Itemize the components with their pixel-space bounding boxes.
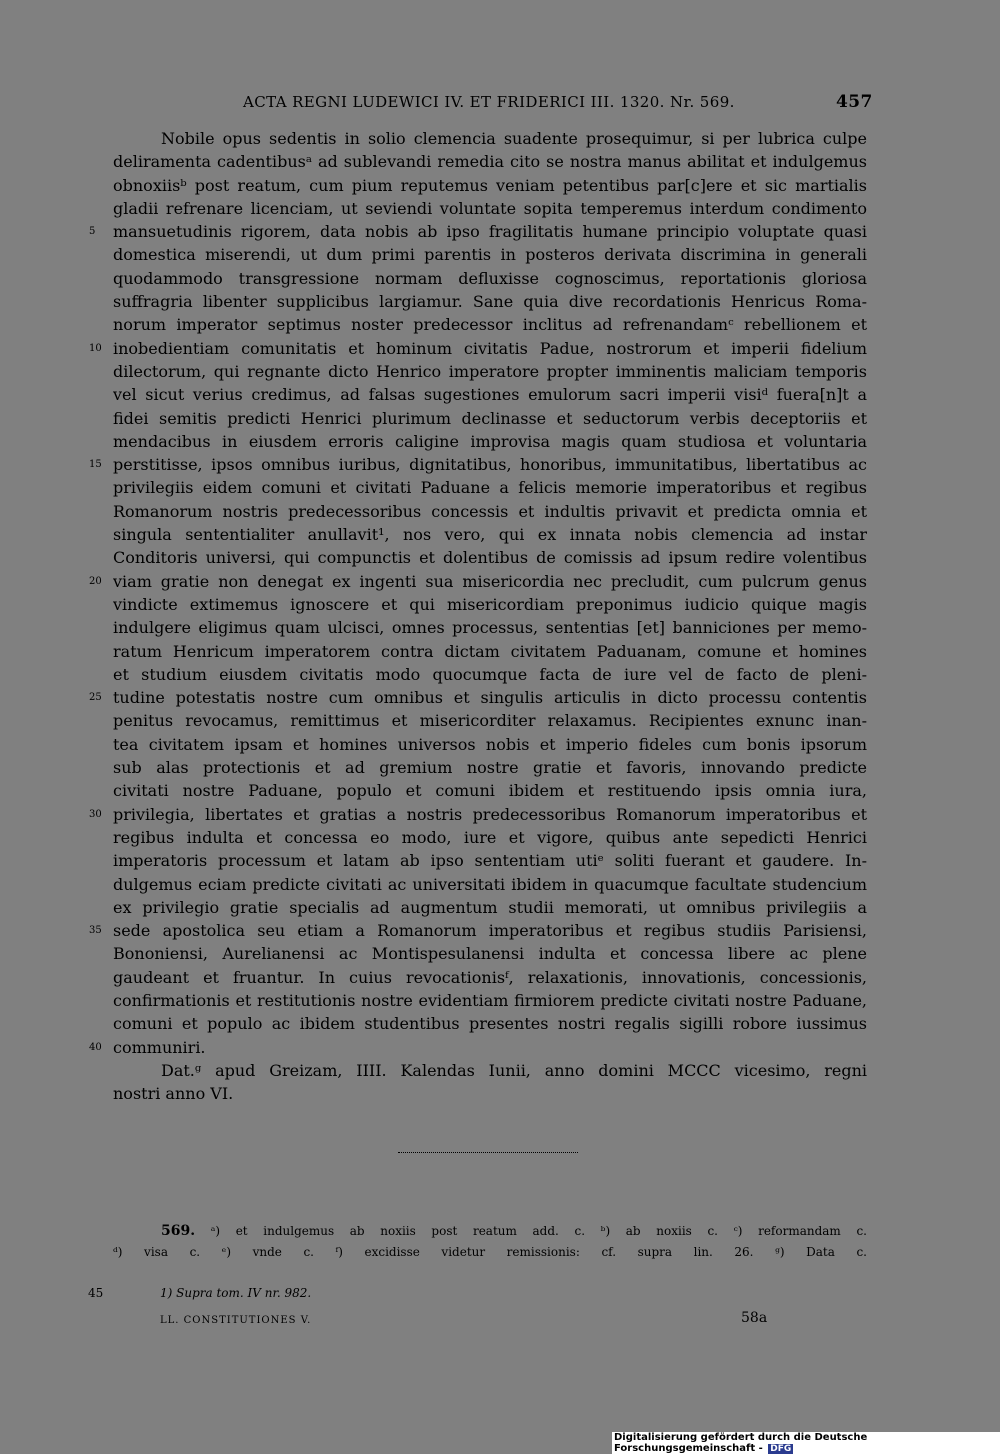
line-number: 25 [89, 692, 102, 704]
ref-line-number: 45 [88, 1286, 104, 1300]
text-line: suffragria libenter supplicibus largiamur. Sane quia dive recordationis Henricus Roma- [113, 292, 867, 312]
text-line: inobedientiam comunitatis et hominum civitatis Padue, nostrorum et imperii fidelium [113, 338, 867, 358]
text-line: penitus revocamus, remittimus et misericorditer relaxamus. Recipientes exnunc inan- [113, 711, 867, 731]
text-line: Bononiensi, Aurelianensi ac Montispesulanensi indulta et concessa libere ac plene [113, 944, 867, 964]
text-line: comuni et populo ac ibidem studentibus presentes nostri regalis sigilli robore iussimus [113, 1014, 867, 1034]
text-line: perstitisse, ipsos omnibus iuribus, dignitatibus, honoribus, immunitatibus, libertatibus ac [113, 455, 867, 475]
footnotes [113, 1221, 867, 1263]
text-line: deliramenta cadentibusᵃ ad sublevandi remedia cito se nostra manus abilitat et indulgemus [113, 152, 867, 172]
text-line: vindicte extimemus ignoscere et qui misericordiam preponimus iudicio quique magis [113, 594, 867, 614]
text-line: sede apostolica seu etiam a Romanorum imperatoribus et regibus studiis Parisiensi, [113, 921, 867, 941]
text-line: quodammodo transgressione normam defluxisse cognoscimus, reportationis gloriosa [113, 268, 867, 288]
credit-text: Digitalisierung gefördert durch die Deutsche Forschungsgemeinschaft - [614, 1432, 868, 1454]
text-line: indulgere eligimus quam ulcisci, omnes processus, sententias [et] banniciones per memo- [113, 618, 867, 638]
digitization-credit [612, 1432, 1000, 1454]
line-number: 10 [89, 342, 102, 354]
text-line: communiri. [113, 1037, 206, 1057]
footnote-line: ᵈ) visa c. ᵉ) vnde c. ᶠ) excidisse videtur remissionis: cf. supra lin. 26. ᵍ) Data c. [113, 1245, 867, 1259]
text-line: fidei semitis predicti Henrici plurimum declinasse et seductorum verbis deceptoriis et [113, 408, 867, 428]
text-line: singula sententialiter anullavit¹, nos vero, qui ex innata nobis clemencia ad instar [113, 525, 867, 545]
text-line: nostri anno VI. [113, 1084, 234, 1104]
text-line: Nobile opus sedentis in solio clemencia suadente prosequimur, si per lubrica culpe [161, 129, 867, 148]
footnote-doc-number: 569. [161, 1223, 196, 1239]
text-line: ex privilegio gratie specialis ad augmentum studii memorati, ut omnibus privilegiis a [113, 897, 867, 917]
text-line: gaudeant et fruantur. In cuius revocationisᶠ, relaxationis, innovationis, concessionis, [113, 967, 867, 987]
text-line: et studium eiusdem civitatis modo quocumque facta de iure vel de facto de pleni- [113, 664, 867, 684]
text-line: Romanorum nostris predecessoribus concessis et indultis privavit et predicta omnia et [113, 501, 867, 521]
text-line: ratum Henricum imperatorem contra dictam civitatem Paduanam, comune et homines [113, 641, 867, 661]
line-number: 40 [89, 1041, 102, 1053]
text-line: privilegiis eidem comuni et civitati Paduane a felicis memorie imperatoribus et regibus [113, 478, 867, 498]
text-line: mendacibus in eiusdem erroris caligine improvisa magis quam studiosa et voluntaria [113, 431, 867, 451]
text-line: Dat.ᵍ apud Greizam, IIII. Kalendas Iunii, anno domini MCCC vicesimo, regni [161, 1060, 867, 1080]
text-line: privilegia, libertates et gratias a nostris predecessoribus Romanorum imperatoribus et [113, 804, 867, 824]
text-line: imperatoris processum et latam ab ipso sententiam utiᵉ soliti fuerant et gaudere. In- [113, 851, 867, 871]
text-line: dilectorum, qui regnante dicto Henrico imperatore propter imminentis maliciam temporis [113, 361, 867, 381]
dfg-logo-icon: DFG [770, 1444, 792, 1454]
signature-mark: LL. CONSTITUTIONES V. [160, 1315, 312, 1326]
reference-note: 1) Supra tom. IV nr. 982. [160, 1286, 312, 1300]
footnote-line [113, 1221, 867, 1242]
text-line: sub alas protectionis et ad gremium nostre gratie et favoris, innovando predicte [113, 758, 867, 778]
text-line: mansuetudinis rigorem, data nobis ab ipso fragilitatis humane principio voluptate quasi [113, 222, 867, 242]
running-header: ACTA REGNI LUDEWICI IV. ET FRIDERICI III. 1320. Nr. 569. [243, 93, 735, 111]
line-number: 30 [89, 808, 102, 820]
main-text [89, 127, 867, 1105]
sheet-number: 58a [741, 1310, 768, 1326]
text-line: vel sicut verius credimus, ad falsas sugestiones emulorum sacri imperii visiᵈ fuera[n]t a [113, 385, 867, 405]
line-number: 35 [89, 925, 102, 937]
separator-rule [398, 1152, 578, 1153]
text-line: tea civitatem ipsam et homines universos nobis et imperio fideles cum bonis ipsorum [113, 734, 867, 754]
line-number: 15 [89, 459, 102, 471]
text-line: tudine potestatis nostre cum omnibus et singulis articulis in dicto processu contentis [113, 688, 867, 708]
text-line: domestica miserendi, ut dum primi parentis in posteros derivata discrimina in generali [113, 245, 867, 265]
text-line: civitati nostre Paduane, populo et comuni ibidem et restituendo ipsis omnia iura, [113, 781, 867, 801]
text-line: confirmationis et restitutionis nostre evidentiam firmiorem predicte civitati nostre Paduane, [113, 990, 867, 1010]
text-line: Conditoris universi, qui compunctis et dolentibus de comissis ad ipsum redire volentibus [113, 548, 867, 568]
footnote-text: ᵃ) et indulgemus ab noxiis post reatum add. c. ᵇ) ab noxiis c. ᶜ) reformandam c. [210, 1224, 867, 1238]
text-line: regibus indulta et concessa eo modo, iure et vigore, quibus ante sepedicti Henrici [113, 827, 867, 847]
text-line: dulgemus eciam predicte civitati ac universitati ibidem in quacumque facultate studencium [113, 874, 867, 894]
text-line: norum imperator septimus noster predecessor inclitus ad refrenandamᶜ rebellionem et [113, 315, 867, 335]
page-number: 457 [836, 92, 873, 112]
line-number: 5 [89, 226, 96, 238]
text-line: obnoxiisᵇ post reatum, cum pium reputemus veniam petentibus par[c]ere et sic martialis [113, 175, 867, 195]
line-number: 20 [89, 575, 102, 587]
text-line: gladii refrenare licenciam, ut seviendi voluntate sopita temperemus interdum condimento [113, 198, 867, 218]
text-line: viam gratie non denegat ex ingenti sua misericordia nec precludit, cum pulcrum genus [113, 571, 867, 591]
